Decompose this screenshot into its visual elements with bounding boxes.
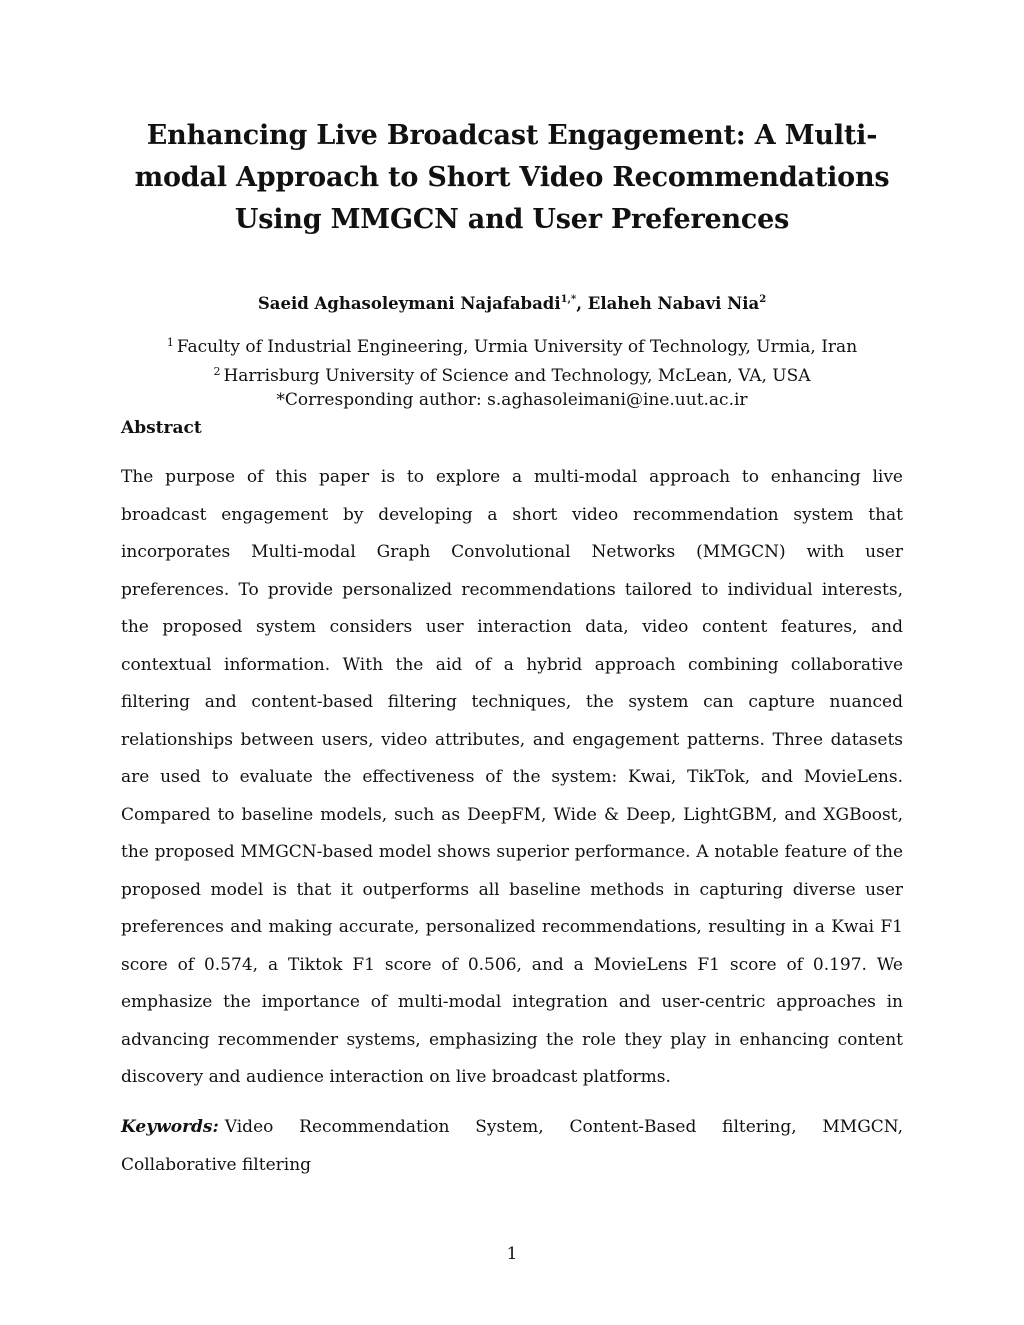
affiliation-marker: 1 bbox=[166, 336, 174, 349]
abstract-body: The purpose of this paper is to explore a multi-modal approach to enhancing live broadcast engagement by developing a short video recommendation system that incorporates Multi-modal Graph Convolutional Networks (MMGCN) with user preferences. To provide personalized recommendations tailored to individual interests, the proposed system considers user interaction data, video content features, and contextual information. With the aid of a hybrid approach combining collaborative filtering and content-based filtering techniques, the system can capture nuanced relationships between users, video attributes, and engagement patterns. Three datasets are used to evaluate the effectiveness of the system: Kwai, TikTok, and MovieLens. Compared to baseline models, such as DeepFM, Wide & Deep, LightGBM, and XGBoost, the proposed MMGCN-based model shows superior performance. A notable feature of the proposed model is that it outperforms all baseline methods in capturing diverse user preferences and making accurate, personalized recommendations, resulting in a Kwai F1 score of 0.574, a Tiktok F1 score of 0.506, and a MovieLens F1 score of 0.197. We emphasize the importance of multi-modal integration and user-centric approaches in advancing recommender systems, emphasizing the role they play in enhancing content discovery and audience interaction on live broadcast platforms. bbox=[121, 467, 903, 1087]
author-name: Saeid Aghasoleymani Najafabadi bbox=[257, 294, 561, 313]
abstract-heading: Abstract bbox=[121, 418, 202, 438]
keywords bbox=[121, 1109, 903, 1184]
keywords-text: Video Recommendation System, Content-Based filtering, MMGCN, Collaborative filtering bbox=[121, 1117, 903, 1175]
corresponding-author: *Corresponding author: s.aghasoleimani@ine.uut.ac.ir bbox=[276, 390, 748, 410]
author-marker: 1,* bbox=[560, 294, 577, 305]
author-name: Elaheh Nabavi Nia bbox=[587, 294, 760, 313]
affiliation-marker: 2 bbox=[213, 365, 221, 378]
affiliation-1 bbox=[110, 329, 914, 361]
affiliation-text: Harrisburg University of Science and Technology, McLean, VA, USA bbox=[223, 366, 811, 386]
page-number: 1 bbox=[506, 1244, 518, 1264]
author-line bbox=[110, 288, 914, 316]
affiliation-text: Faculty of Industrial Engineering, Urmia University of Technology, Urmia, Iran bbox=[176, 337, 858, 357]
paper-title: Enhancing Live Broadcast Engagement: A Multi-modal Approach to Short Video Recommendations Using MMGCN and User Preferences bbox=[134, 120, 890, 235]
author-separator: , bbox=[576, 294, 588, 313]
author-marker: 2 bbox=[759, 294, 767, 305]
keywords-label: Keywords: bbox=[121, 1117, 219, 1137]
